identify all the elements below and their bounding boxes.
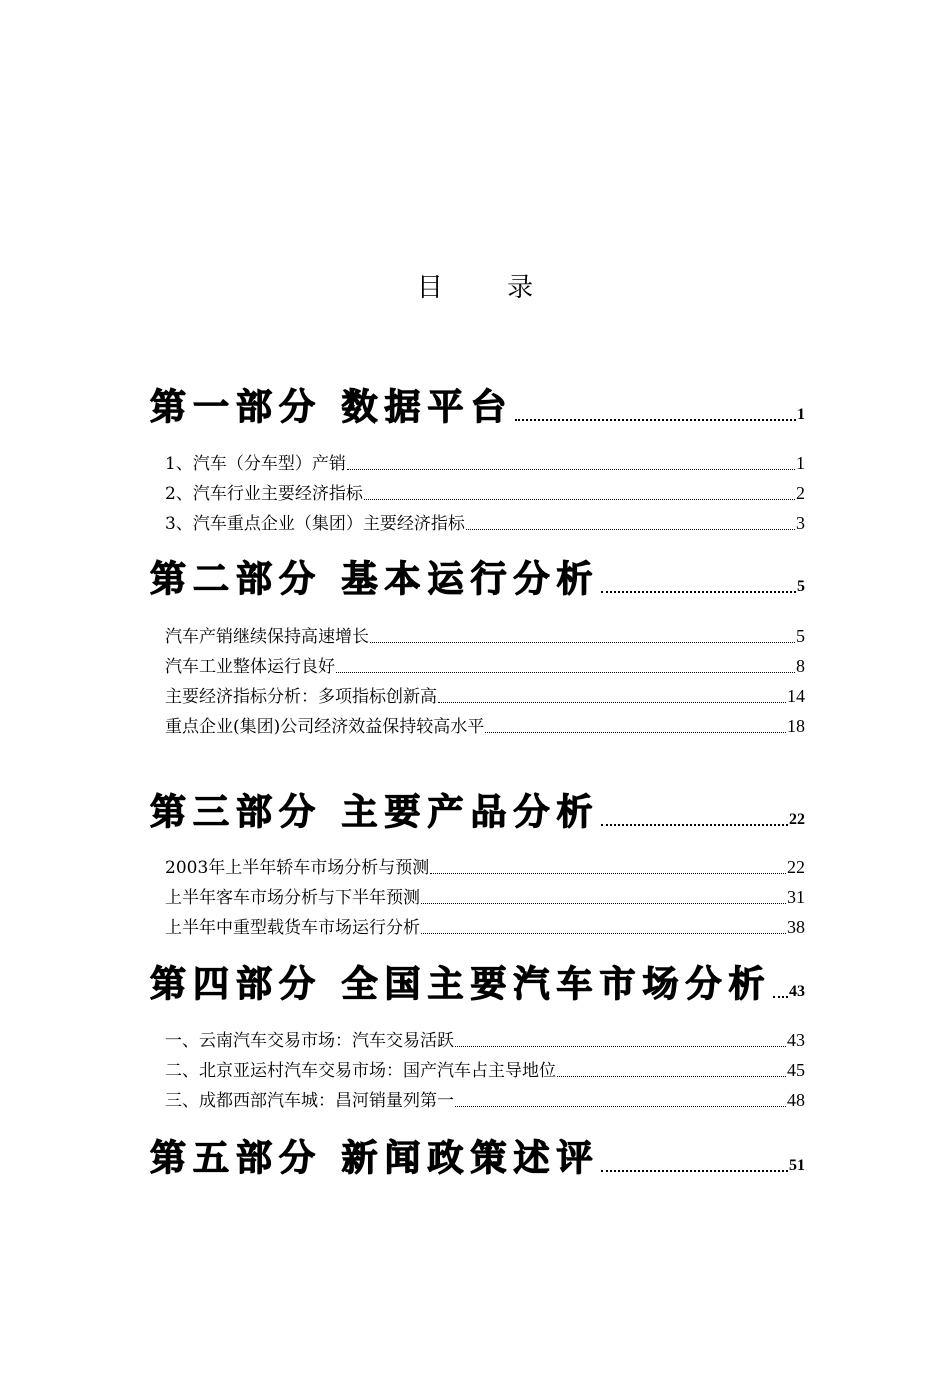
toc-entry-page: 14	[787, 686, 805, 706]
toc-entry-page: 22	[787, 857, 805, 877]
dot-leader	[557, 1076, 786, 1077]
toc-part-page: 22	[789, 811, 805, 828]
toc-part-5[interactable]	[150, 1134, 805, 1184]
toc-entry[interactable]	[165, 651, 805, 681]
toc-entry-label: 汽车工业整体运行良好	[165, 657, 335, 677]
toc-entry-page: 2	[796, 483, 805, 503]
toc-entry[interactable]	[165, 478, 805, 508]
dot-leader	[466, 529, 795, 530]
toc-entry-label: 3、汽车重点企业（集团）主要经济指标	[165, 514, 465, 534]
toc-entry-page: 31	[787, 887, 805, 907]
toc-entry[interactable]	[165, 1055, 805, 1085]
toc-part-2[interactable]	[150, 555, 805, 605]
dot-leader	[421, 933, 786, 934]
toc-entry[interactable]	[165, 1085, 805, 1115]
toc-entry-page: 18	[787, 716, 805, 736]
toc-entry-page: 3	[796, 513, 805, 533]
toc-entry-page: 48	[787, 1090, 805, 1110]
toc-entry[interactable]	[165, 1025, 805, 1055]
toc-entry[interactable]	[165, 681, 805, 711]
toc-entry-label: 重点企业(集团)公司经济效益保持较高水平	[165, 717, 485, 737]
toc-part-1[interactable]	[150, 383, 805, 433]
dot-leader	[421, 903, 786, 904]
toc-entry-label: 一、云南汽车交易市场：汽车交易活跃	[165, 1031, 454, 1051]
dot-leader	[347, 469, 795, 470]
toc-entry-page: 43	[787, 1030, 805, 1050]
dot-leader	[364, 499, 795, 500]
toc-entry[interactable]	[165, 711, 805, 741]
toc-part-label: 第一部分 数据平台	[150, 387, 514, 428]
dot-leader	[601, 824, 788, 826]
dot-leader	[336, 672, 795, 673]
toc-entry-page: 5	[796, 626, 805, 646]
dot-leader	[773, 996, 788, 998]
toc-part-label: 第二部分 基本运行分析	[150, 559, 600, 600]
dot-leader	[515, 419, 796, 421]
toc-entry-page: 45	[787, 1060, 805, 1080]
toc-entry-page: 1	[796, 453, 805, 473]
toc-entry[interactable]	[165, 448, 805, 478]
dot-leader	[455, 1046, 786, 1047]
toc-part-4[interactable]	[150, 960, 805, 1010]
toc-part-3[interactable]	[150, 788, 805, 838]
dot-leader	[601, 591, 796, 593]
toc-part-label: 第三部分 主要产品分析	[150, 792, 600, 833]
toc-part-page: 5	[797, 578, 805, 595]
toc-entry[interactable]	[165, 882, 805, 912]
toc-part-page: 43	[789, 983, 805, 1000]
toc-entry[interactable]	[165, 621, 805, 651]
toc-entry-page: 38	[787, 917, 805, 937]
toc-entry-label: 二、北京亚运村汽车交易市场：国产汽车占主导地位	[165, 1061, 556, 1081]
toc-entry-label: 汽车产销继续保持高速增长	[165, 627, 369, 647]
toc-entry[interactable]	[165, 508, 805, 538]
toc-entry-label: 1、汽车（分车型）产销	[165, 454, 346, 474]
dot-leader	[601, 1170, 788, 1172]
toc-part-label: 第五部分 新闻政策述评	[150, 1138, 600, 1179]
dot-leader	[430, 873, 786, 874]
toc-entry-label: 上半年中重型载货车市场运行分析	[165, 918, 420, 938]
toc-part-label: 第四部分 全国主要汽车市场分析	[150, 964, 772, 1005]
toc-part-page: 1	[797, 406, 805, 423]
dot-leader	[438, 702, 786, 703]
dot-leader	[455, 1106, 786, 1107]
toc-entry-label: 三、成都西部汽车城：昌河销量列第一	[165, 1091, 454, 1111]
toc-entry[interactable]	[165, 852, 805, 882]
dot-leader	[370, 642, 795, 643]
dot-leader	[485, 732, 786, 733]
toc-entry[interactable]	[165, 912, 805, 942]
toc-entry-page: 8	[796, 656, 805, 676]
toc-part-page: 51	[789, 1157, 805, 1174]
toc-entry-label: 2003年上半年轿车市场分析与预测	[165, 858, 430, 878]
toc-title: 目 录	[416, 273, 562, 303]
toc-entry-label: 2、汽车行业主要经济指标	[165, 484, 363, 504]
toc-entry-label: 主要经济指标分析：多项指标创新高	[165, 687, 437, 707]
toc-entry-label: 上半年客车市场分析与下半年预测	[165, 888, 420, 908]
